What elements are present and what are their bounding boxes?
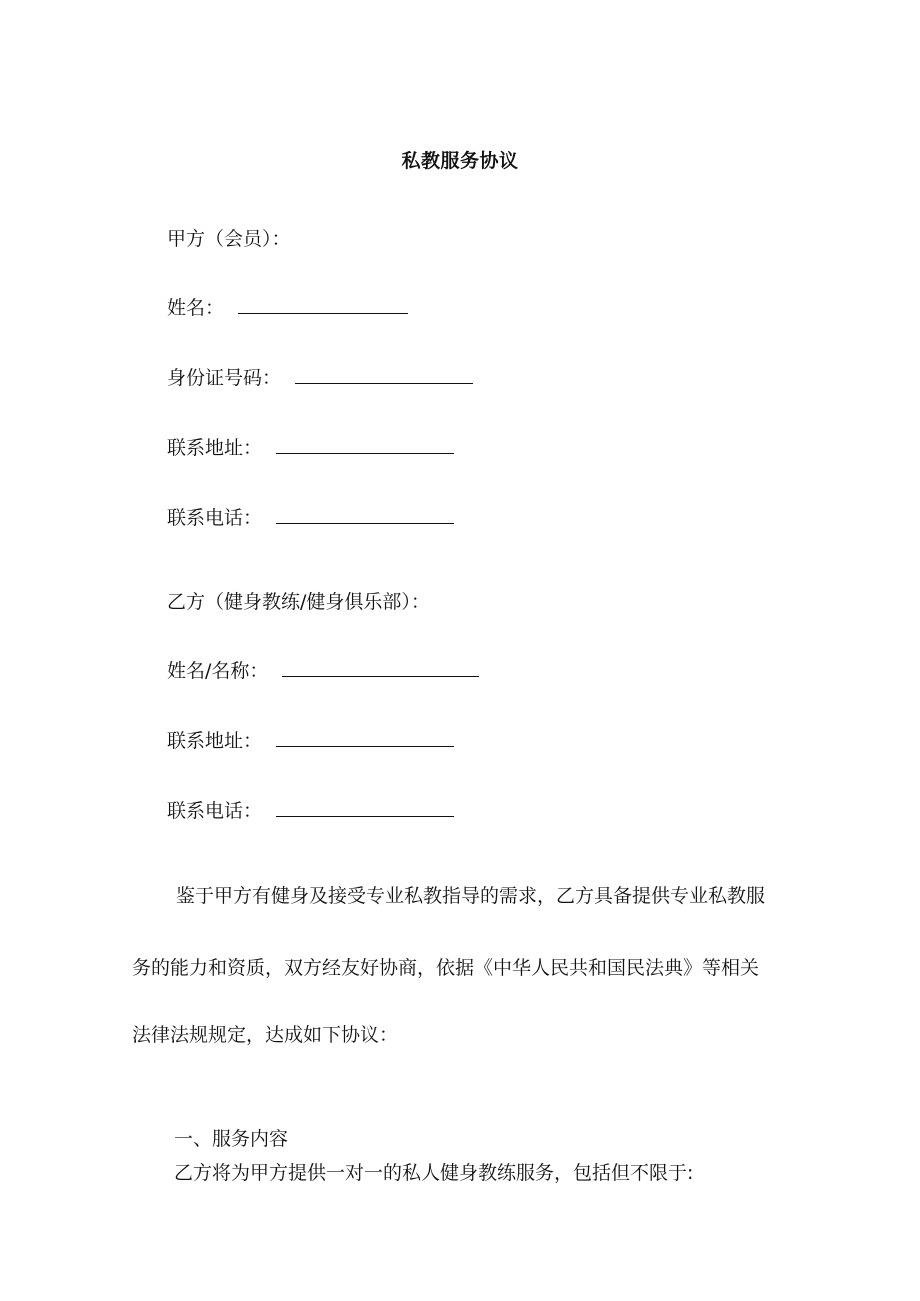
party-b-phone-label: 联系电话： (167, 800, 263, 822)
party-a-id-blank[interactable] (295, 365, 473, 384)
party-b-address-blank[interactable] (276, 728, 454, 747)
party-b-address-label: 联系地址： (167, 730, 263, 752)
party-a-id-label: 身份证号码： (167, 367, 282, 389)
party-a-phone-blank[interactable] (276, 505, 454, 524)
party-a-address-label: 联系地址： (167, 437, 263, 459)
party-a-name-label: 姓名： (167, 297, 225, 319)
party-a-phone-row (167, 505, 454, 531)
section-1-heading: 一、服务内容 (174, 1128, 289, 1150)
party-b-phone-row (167, 798, 454, 824)
party-b-phone-blank[interactable] (276, 798, 454, 817)
party-a-name-row (167, 295, 408, 321)
party-a-name-blank[interactable] (238, 295, 408, 314)
party-b-name-blank[interactable] (282, 658, 479, 677)
preamble-line-1: 鉴于甲方有健身及接受专业私教指导的需求，乙方具备提供专业私教服 (176, 885, 766, 907)
party-b-name-row (167, 658, 479, 684)
party-a-address-blank[interactable] (276, 435, 454, 454)
party-b-name-label: 姓名/名称： (167, 660, 269, 682)
party-b-address-row (167, 728, 454, 754)
document-title: 私教服务协议 (401, 150, 519, 172)
party-a-phone-label: 联系电话： (167, 507, 263, 529)
section-1-text: 乙方将为甲方提供一对一的私人健身教练服务，包括但不限于: (174, 1162, 694, 1184)
party-a-address-row (167, 435, 454, 461)
party-b-heading (167, 589, 430, 615)
preamble-line-2: 务的能力和资质，双方经友好协商，依据《中华人民共和国民法典》等相关 (132, 957, 760, 979)
party-a-id-row (167, 365, 473, 391)
party-a-heading (167, 226, 291, 252)
party-b-heading-text: 乙方（健身教练/健身俱乐部）： (167, 591, 430, 613)
party-a-heading-text: 甲方（会员）： (167, 228, 291, 250)
preamble-line-3: 法律法规规定，达成如下协议： (132, 1024, 399, 1046)
